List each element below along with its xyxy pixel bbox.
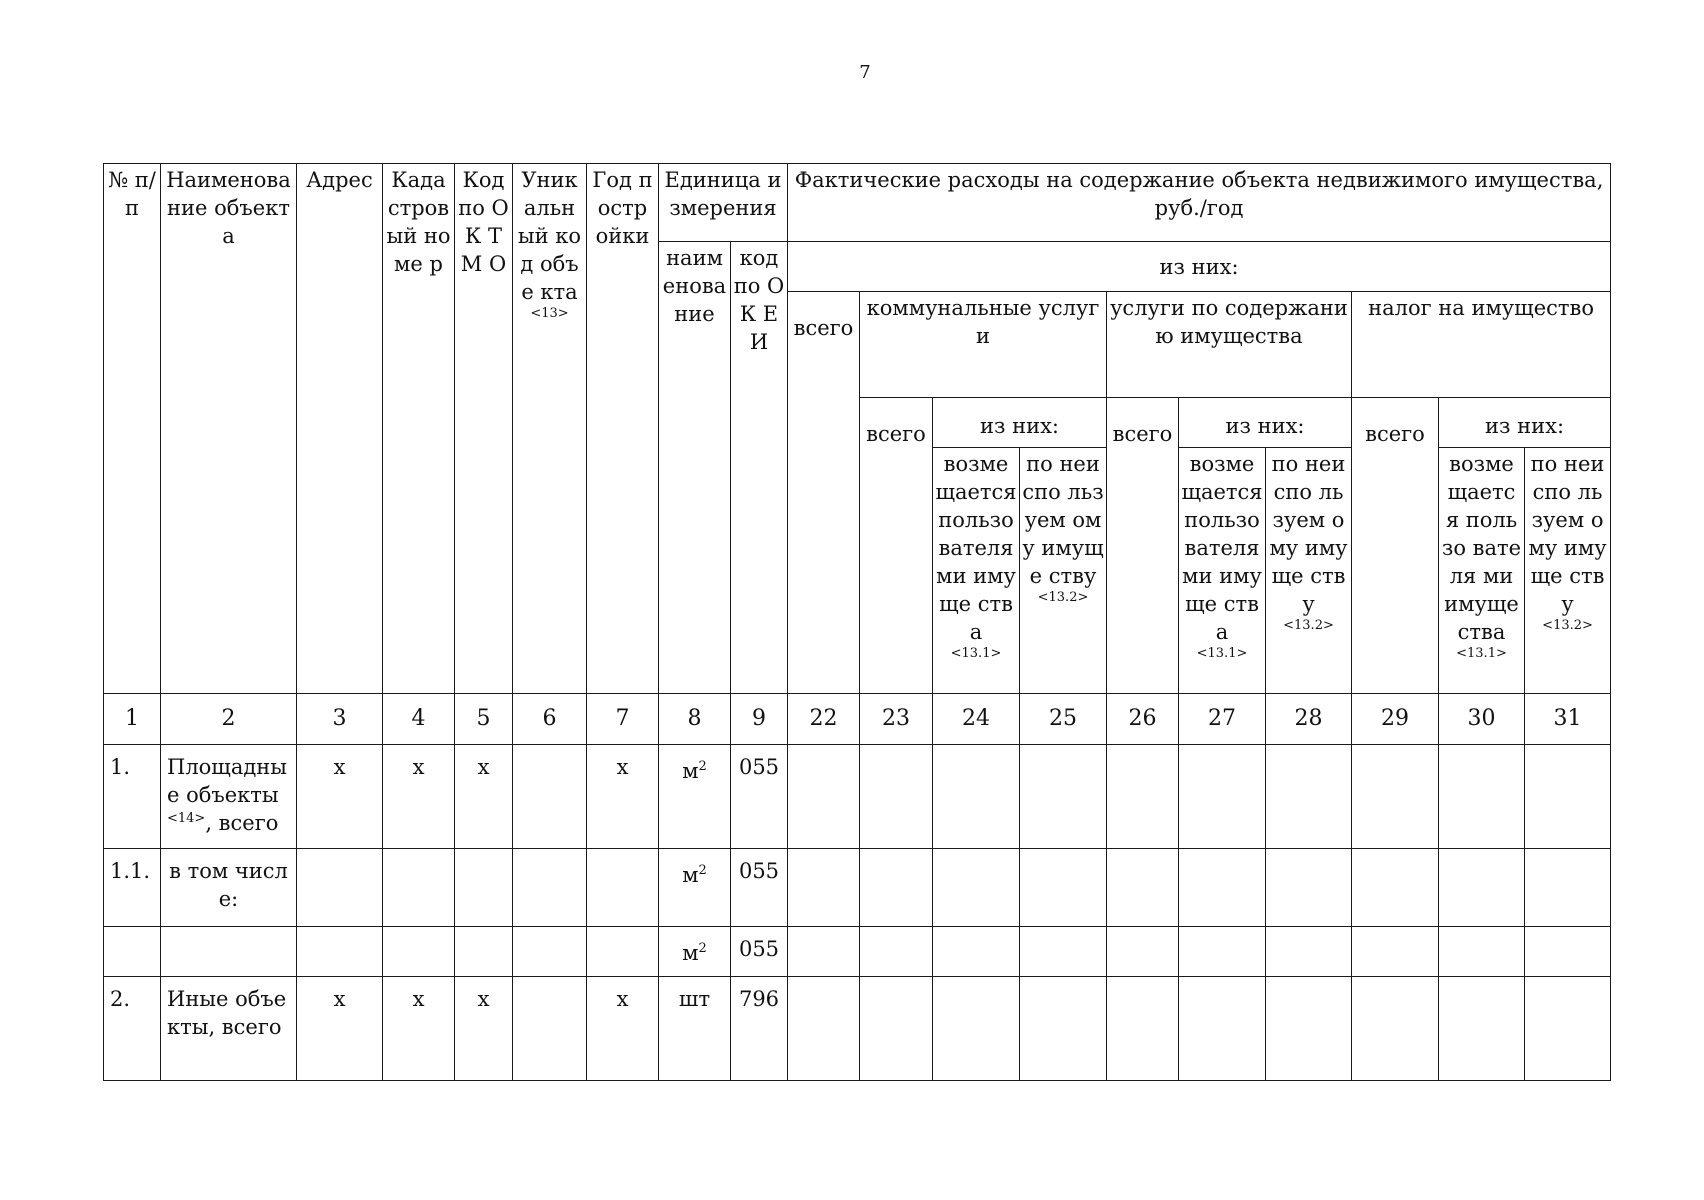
row-cell (860, 977, 933, 1081)
row-cadastral (383, 927, 455, 977)
row-cell (788, 927, 860, 977)
row-unit-sup: 2 (698, 941, 707, 956)
row-cell (860, 745, 933, 849)
row-cadastral (383, 849, 455, 927)
header-unique-code (513, 164, 587, 694)
header-maintenance-reimbursed (1179, 448, 1266, 694)
footnote-13-2: <13.2> (1283, 618, 1334, 633)
table-row (104, 745, 1611, 849)
page-number: 7 (859, 62, 871, 83)
column-number: 24 (933, 694, 1020, 745)
header-utilities-of-them: из них: (933, 398, 1107, 448)
header-maintenance-unused-text: по неиспо льзуем ому имуще ству (1269, 452, 1348, 616)
row-cell (1266, 849, 1352, 927)
row-unit-code: 055 (731, 849, 788, 927)
header-tax-total: всего (1352, 398, 1439, 694)
row-unit-text: м (682, 863, 699, 887)
row-unit-code: 055 (731, 927, 788, 977)
footnote-13-2: <13.2> (1542, 618, 1593, 633)
row-number: 1.1. (104, 849, 161, 927)
row-oktmo (455, 849, 513, 927)
row-unit-text: м (682, 941, 699, 965)
row-cell (1107, 849, 1179, 927)
header-tax-unused (1525, 448, 1611, 694)
row-object-name-text: Площадны е объекты (167, 755, 287, 807)
row-cell (1352, 927, 1439, 977)
row-cell (1525, 927, 1611, 977)
header-row-number: № п/п (104, 164, 161, 694)
footnote-14: <14> (167, 811, 206, 826)
column-number: 8 (659, 694, 731, 745)
row-object-name (161, 745, 297, 849)
row-cell (1525, 977, 1611, 1081)
header-unique-code-text: Уник альн ый код объе кта (517, 168, 582, 304)
header-total: всего (788, 292, 860, 694)
row-cell (1352, 745, 1439, 849)
row-object-name: Иные объекты, всего (161, 977, 297, 1081)
row-unique-code (513, 849, 587, 927)
row-cell (1107, 745, 1179, 849)
header-build-year: Год постр ойки (587, 164, 659, 694)
header-maintenance-total: всего (1107, 398, 1179, 694)
header-expenses-group: Фактические расходы на содержание объекта недвижимого имущества, руб./год (788, 164, 1611, 242)
row-cell (1352, 977, 1439, 1081)
row-unique-code (513, 927, 587, 977)
row-address: x (297, 745, 383, 849)
footnote-13-1: <13.1> (1456, 646, 1507, 661)
footnote-13-2: <13.2> (1037, 590, 1089, 605)
header-address: Адрес (297, 164, 383, 694)
column-number: 22 (788, 694, 860, 745)
row-unit-sup: 2 (698, 863, 707, 878)
header-cadastral-number: Када стров ый номе р (383, 164, 455, 694)
column-numbers-row (104, 694, 1611, 745)
column-number: 9 (731, 694, 788, 745)
header-of-them: из них: (788, 242, 1611, 292)
header-oktmo-code: Код по ОК ТМ О (455, 164, 513, 694)
row-cell (1179, 977, 1266, 1081)
column-number: 25 (1020, 694, 1107, 745)
row-cell (1020, 745, 1107, 849)
column-number: 31 (1525, 694, 1611, 745)
row-cell (1439, 977, 1525, 1081)
header-tax-reimbursed (1439, 448, 1525, 694)
header-utilities-unused (1020, 448, 1107, 694)
row-cell (1179, 927, 1266, 977)
table-row (104, 977, 1611, 1081)
row-unit-text: м (682, 759, 699, 783)
footnote-13: <13> (530, 306, 569, 321)
row-oktmo (455, 927, 513, 977)
row-unit-code: 055 (731, 745, 788, 849)
row-unit: шт (659, 977, 731, 1081)
row-oktmo: x (455, 977, 513, 1081)
row-cell (1020, 849, 1107, 927)
row-cell (933, 849, 1020, 927)
column-number: 3 (297, 694, 383, 745)
column-number: 7 (587, 694, 659, 745)
column-number: 27 (1179, 694, 1266, 745)
row-oktmo: x (455, 745, 513, 849)
row-cell (1525, 849, 1611, 927)
column-number: 28 (1266, 694, 1352, 745)
row-unit (659, 745, 731, 849)
row-cell (1020, 977, 1107, 1081)
row-cell (1266, 927, 1352, 977)
row-address (297, 927, 383, 977)
column-number: 4 (383, 694, 455, 745)
header-utilities-total: всего (860, 398, 933, 694)
row-cell (860, 849, 933, 927)
header-unit-name: наим енова ние (659, 242, 731, 694)
column-number: 5 (455, 694, 513, 745)
row-build-year: x (587, 745, 659, 849)
row-cell (933, 745, 1020, 849)
row-cell (1266, 745, 1352, 849)
column-number: 26 (1107, 694, 1179, 745)
row-cell (1439, 745, 1525, 849)
header-maintenance-reimbursed-text: возме щается пользо вателя ми имуще ства (1181, 452, 1263, 644)
row-object-name: в том числе: (161, 849, 297, 927)
header-object-name: Наименова ние объекта (161, 164, 297, 694)
row-cell (1266, 977, 1352, 1081)
row-cell (1352, 849, 1439, 927)
footnote-13-1: <13.1> (950, 646, 1002, 661)
row-cell (788, 849, 860, 927)
row-cell (1107, 927, 1179, 977)
column-number: 2 (161, 694, 297, 745)
row-build-year (587, 849, 659, 927)
row-cell (1179, 849, 1266, 927)
header-maintenance-unused (1266, 448, 1352, 694)
row-cell (933, 927, 1020, 977)
row-build-year: x (587, 977, 659, 1081)
row-cadastral: x (383, 977, 455, 1081)
row-cadastral: x (383, 745, 455, 849)
header-tax-unused-text: по неиспо льзуем ому имуще ству (1528, 452, 1607, 616)
header-utilities-reimbursed (933, 448, 1020, 694)
row-number (104, 927, 161, 977)
column-number: 30 (1439, 694, 1525, 745)
header-maintenance-services: услуги по содержанию имущества (1107, 292, 1352, 398)
row-number: 1. (104, 745, 161, 849)
header-maintenance-of-them: из них: (1179, 398, 1352, 448)
row-cell (1020, 927, 1107, 977)
header-unit-code: код по ОК ЕИ (731, 242, 788, 694)
row-object-name-tail: , всего (205, 811, 279, 835)
header-unit-group: Единица измерения (659, 164, 788, 242)
header-tax-of-them: из них: (1439, 398, 1611, 448)
row-unit-code: 796 (731, 977, 788, 1081)
row-cell (788, 745, 860, 849)
column-number: 23 (860, 694, 933, 745)
expenses-table (103, 163, 1611, 1081)
row-address (297, 849, 383, 927)
footnote-13-1: <13.1> (1196, 646, 1248, 661)
row-cell (1179, 745, 1266, 849)
row-unit (659, 927, 731, 977)
header-utilities: коммунальные услуги (860, 292, 1107, 398)
table-row (104, 927, 1611, 977)
column-number: 6 (513, 694, 587, 745)
row-build-year (587, 927, 659, 977)
table-row (104, 849, 1611, 927)
row-cell (1107, 977, 1179, 1081)
row-number: 2. (104, 977, 161, 1081)
header-utilities-unused-text: по неиспо льзуем ому имуще ству (1022, 452, 1104, 588)
row-unit (659, 849, 731, 927)
row-unique-code (513, 977, 587, 1081)
row-address: x (297, 977, 383, 1081)
row-unique-code (513, 745, 587, 849)
column-number: 29 (1352, 694, 1439, 745)
row-cell (933, 977, 1020, 1081)
row-cell (1439, 849, 1525, 927)
row-cell (1525, 745, 1611, 849)
row-object-name (161, 927, 297, 977)
column-number: 1 (104, 694, 161, 745)
row-unit-sup: 2 (698, 759, 707, 774)
row-cell (860, 927, 933, 977)
row-cell (788, 977, 860, 1081)
header-utilities-reimbursed-text: возме щается пользо вателя ми имуще ства (935, 452, 1017, 644)
header-tax-reimbursed-text: возме щается пользо вателя ми имуще ства (1441, 452, 1522, 644)
header-property-tax: налог на имущество (1352, 292, 1611, 398)
row-cell (1439, 927, 1525, 977)
